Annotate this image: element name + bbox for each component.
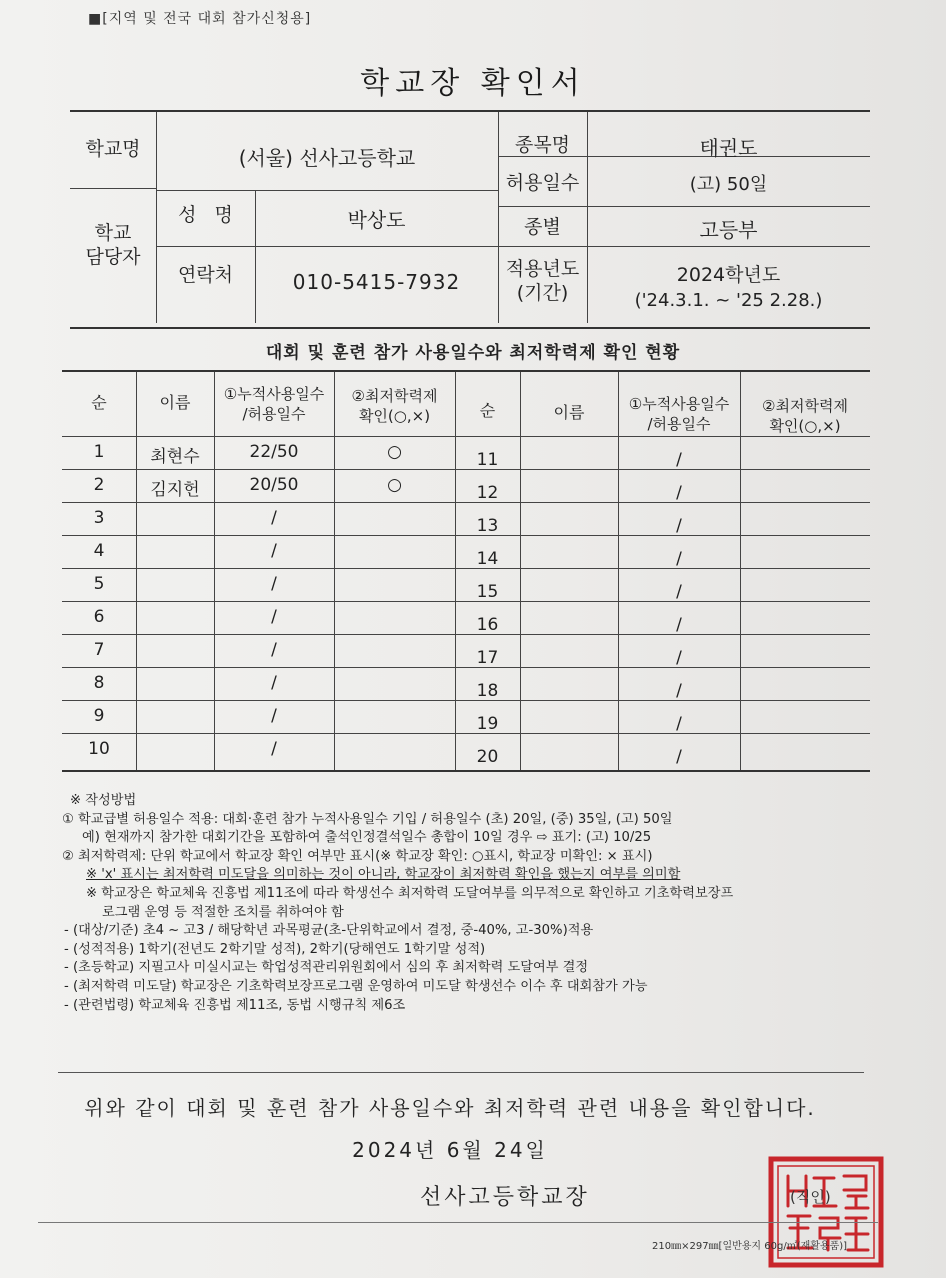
- instructions: [62, 792, 882, 1015]
- row-15-days: /: [676, 582, 682, 602]
- note-line: 예) 현재까지 참가한 대회기간을 포함하여 출석인정결석일수 총합이 10일 경우 ⇨ 표기: (고) 10/25: [82, 830, 652, 846]
- row-2-check: ○: [387, 475, 402, 495]
- row-4-days: /: [271, 541, 277, 561]
- division-value: 고등부: [699, 218, 758, 242]
- note-line: ※ 학교장은 학교체육 진흥법 제11조에 따라 학생선수 최저학력 도달여부를 의무적으로 확인하고 기초학력보장프: [86, 885, 734, 901]
- school-name-value: (서울) 선사고등학교: [238, 146, 416, 170]
- header-days-left: ①누적사용일수 /허용일수: [223, 385, 325, 424]
- header-name-right: 이름: [553, 403, 585, 422]
- row-1-days: 22/50: [249, 442, 299, 462]
- row-14-no: 14: [476, 549, 499, 569]
- row-1-check: ○: [387, 442, 402, 462]
- row-20-no: 20: [476, 747, 499, 767]
- row-3-days: /: [271, 508, 277, 528]
- paper-size-note: 210㎜×297㎜[일반용지 60g/㎡(재활용품)]: [652, 1241, 848, 1252]
- row-1-no: 1: [93, 442, 105, 462]
- row-17-days: /: [676, 648, 682, 668]
- row-10-days: /: [271, 739, 277, 759]
- note-line: - (성적적용) 1학기(전년도 2학기말 성적), 2학기(당해연도 1학기말 성적): [64, 941, 486, 957]
- allowed-days-label: 허용일수: [505, 172, 580, 194]
- note-line: ② 최저학력제: 단위 학교에서 학교장 확인 여부만 표시(※ 학교장 확인: ○표시, 학교장 미확인: × 표시): [62, 848, 653, 864]
- row-3-no: 3: [93, 508, 105, 528]
- row-2-days: 20/50: [249, 475, 299, 495]
- row-6-no: 6: [93, 607, 105, 627]
- row-14-days: /: [676, 549, 682, 569]
- division-label: 종별: [524, 216, 561, 238]
- header-name-left: 이름: [159, 393, 191, 412]
- header-days-right: ①누적사용일수 /허용일수: [628, 395, 730, 434]
- issue-date: 2024년 6월 24일: [352, 1138, 548, 1162]
- contact-label: 연락처: [177, 264, 234, 286]
- form-type-tag: ■[지역 및 전국 대회 참가신청용]: [88, 11, 312, 27]
- seal-mark-text: (직인): [790, 1188, 831, 1206]
- header-check-left: ②최저학력제 확인(○,×): [351, 387, 438, 426]
- year-label: 적용년도 (기간): [505, 258, 580, 304]
- year-value: 2024학년도: [676, 264, 781, 286]
- row-8-no: 8: [93, 673, 105, 693]
- row-17-no: 17: [476, 648, 499, 668]
- row-18-no: 18: [476, 681, 499, 701]
- manager-name-label: 성 명: [178, 204, 233, 226]
- note-line: - (초등학교) 지필고사 미실시교는 학업성적관리위원회에서 심의 후 최저학력 도달여부 결정: [64, 960, 589, 976]
- note-line: - (최저학력 미도달) 학교장은 기초학력보장프로그램 운영하여 미도달 학생선수 이수 후 대회참가 가능: [64, 978, 648, 994]
- header-no-right: 순: [479, 401, 496, 420]
- row-12-no: 12: [476, 483, 499, 503]
- row-12-days: /: [676, 483, 682, 503]
- row-19-no: 19: [476, 714, 499, 734]
- row-4-no: 4: [93, 541, 105, 561]
- row-19-days: /: [676, 714, 682, 734]
- sport-value: 태권도: [699, 136, 758, 160]
- contact-value: 010-5415-7932: [292, 270, 461, 294]
- row-10-no: 10: [88, 739, 110, 759]
- row-2-name: 김지헌: [150, 480, 200, 500]
- row-15-no: 15: [476, 582, 499, 602]
- row-20-days: /: [676, 747, 682, 767]
- row-1-name: 최현수: [150, 447, 200, 467]
- row-8-days: /: [271, 673, 277, 693]
- row-13-no: 13: [476, 516, 499, 536]
- principal-title: 선사고등학교장: [420, 1185, 590, 1210]
- header-no-left: 순: [91, 393, 107, 412]
- header-check-right: ②최저학력제 확인(○,×): [762, 397, 848, 436]
- school-info-table: [70, 110, 870, 329]
- document-title: 학교장 확인서: [360, 66, 586, 101]
- row-9-no: 9: [93, 706, 105, 726]
- school-name-label: 학교명: [85, 138, 141, 160]
- manager-label: 학교 담당자: [85, 222, 141, 268]
- row-5-days: /: [271, 574, 277, 594]
- row-7-no: 7: [93, 640, 105, 660]
- row-6-days: /: [271, 607, 277, 627]
- row-11-no: 11: [476, 450, 499, 470]
- row-16-no: 16: [476, 615, 499, 635]
- notes-heading: ※ 작성방법: [70, 793, 137, 808]
- manager-name-value: 박상도: [347, 208, 406, 232]
- note-line: ① 학교급별 허용일수 적용: 대회·훈련 참가 누적사용일수 기입 / 허용일수 (초) 20일, (중) 35일, (고) 50일: [62, 811, 673, 827]
- row-7-days: /: [271, 640, 277, 660]
- note-line: - (대상/기준) 초4 ~ 고3 / 해당학년 과목평균(초-단위학교에서 결정, 중-40%, 고-30%)적용: [64, 923, 594, 939]
- row-9-days: /: [271, 706, 277, 726]
- note-line: 로그램 운영 등 적절한 조치를 취하여야 함: [102, 904, 344, 920]
- row-13-days: /: [676, 516, 682, 536]
- note-line: ※ 'x' 표시는 최저학력 미도달을 의미하는 것이 아니라, 학교장이 최저학력 확인을 했는지 여부를 의미함: [86, 867, 681, 883]
- divider: [58, 1072, 864, 1073]
- note-line: - (관련법령) 학교체육 진흥법 제11조, 동법 시행규칙 제6조: [64, 997, 406, 1013]
- row-16-days: /: [676, 615, 682, 635]
- allowed-days-value: (고) 50일: [689, 174, 768, 195]
- row-11-days: /: [676, 450, 682, 470]
- row-18-days: /: [676, 681, 682, 701]
- participation-table: [62, 370, 870, 772]
- footer-divider: [38, 1222, 878, 1223]
- list-title: 대회 및 훈련 참가 사용일수와 최저학력제 확인 현황: [265, 343, 681, 363]
- confirmation-statement: 위와 같이 대회 및 훈련 참가 사용일수와 최저학력 관련 내용을 확인합니다.: [84, 1096, 816, 1120]
- row-2-no: 2: [93, 475, 105, 495]
- sport-label: 종목명: [514, 134, 571, 156]
- period-value: ('24.3.1. ~ '25 2.28.): [634, 290, 823, 311]
- row-5-no: 5: [93, 574, 105, 594]
